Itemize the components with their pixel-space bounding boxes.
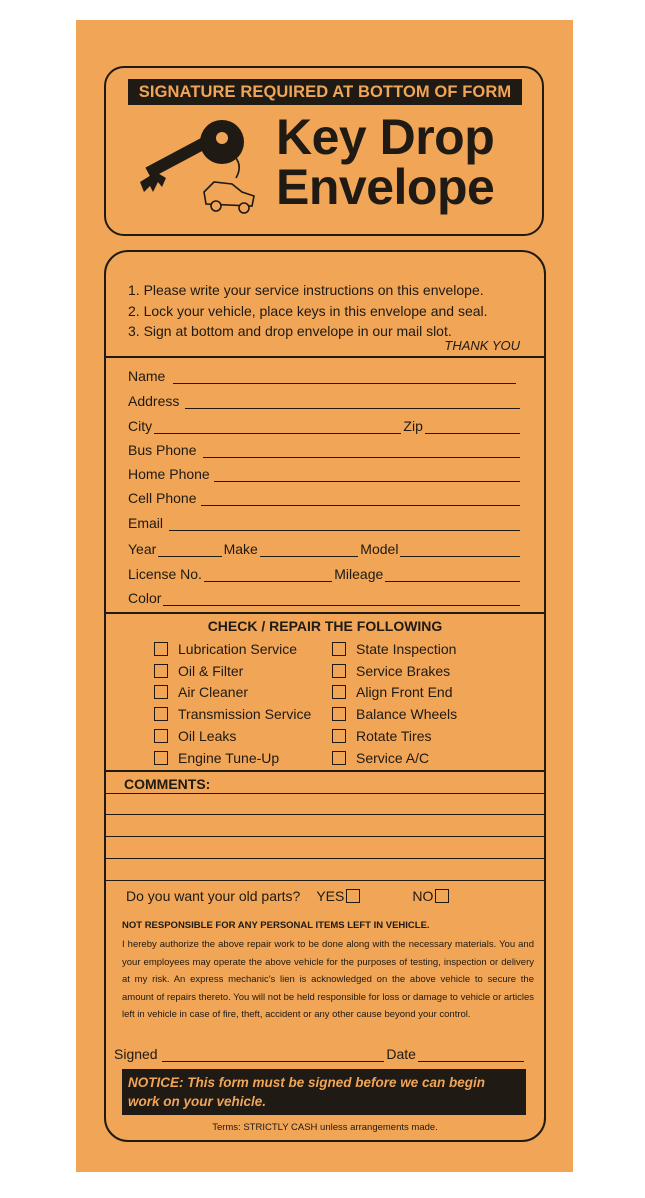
checklist-item[interactable] [154,682,311,704]
model-line[interactable] [400,543,520,557]
checkbox[interactable] [332,729,346,743]
model-label: Model [360,541,399,557]
title-line-1: Key Drop [276,109,495,165]
email-label: Email [128,515,164,531]
divider [106,612,544,614]
make-line[interactable] [260,543,358,557]
home-phone-label: Home Phone [128,466,210,482]
name-field[interactable] [128,364,522,384]
thank-you-text: THANK YOU [444,338,520,353]
comment-line[interactable] [106,836,544,837]
title-line-2: Envelope [276,159,495,215]
checkbox[interactable] [154,707,168,721]
name-label: Name [128,368,166,384]
checklist-item[interactable] [154,638,311,660]
zip-line[interactable] [425,420,520,434]
bus-phone-field[interactable] [128,438,522,458]
city-label: City [128,418,153,434]
license-label: License No. [128,566,202,582]
year-label: Year [128,541,157,557]
checklist-item[interactable] [332,747,457,769]
checklist-label: Oil & Filter [178,662,244,679]
cell-phone-label: Cell Phone [128,490,197,506]
checklist-label: Air Cleaner [178,684,249,701]
comment-line[interactable] [106,793,544,794]
checklist-item[interactable] [332,725,457,747]
checklist-title: CHECK / REPAIR THE FOLLOWING [207,618,443,634]
color-label: Color [128,590,162,606]
checkbox[interactable] [332,642,346,656]
date-line[interactable] [418,1048,524,1062]
liability-heading: NOT RESPONSIBLE FOR ANY PERSONAL ITEMS LEFT IN VEHICLE. [122,920,430,931]
year-line[interactable] [158,543,221,557]
bus-phone-label: Bus Phone [128,442,197,458]
license-mileage-field[interactable] [128,562,522,582]
no-label: NO [412,888,434,904]
notice-banner: NOTICE: This form must be signed before we can begin work on your vehicle. [122,1069,526,1115]
checklist-label: Lubrication Service [178,640,298,657]
license-line[interactable] [204,568,332,582]
signed-label: Signed [114,1046,158,1062]
home-phone-line[interactable] [214,468,520,482]
checklist-label: Transmission Service [178,706,312,723]
zip-label: Zip [403,418,423,434]
mileage-line[interactable] [385,568,520,582]
checklist-label: Align Front End [356,684,453,701]
vehicle-field[interactable] [128,537,522,557]
make-label: Make [223,541,258,557]
checklist-label: Service A/C [356,749,430,766]
terms-text: Terms: STRICTLY CASH unless arrangements made. [212,1122,438,1133]
address-line[interactable] [185,395,520,409]
checklist-label: Service Brakes [356,662,451,679]
home-phone-field[interactable] [128,462,522,482]
checkbox[interactable] [154,642,168,656]
address-label: Address [128,393,180,409]
checklist-label: Balance Wheels [356,706,458,723]
color-field[interactable] [128,586,522,606]
no-checkbox[interactable] [435,889,449,903]
instruction-step: 3. Sign at bottom and drop envelope in our mail slot. [128,323,452,339]
checklist-item[interactable] [332,682,457,704]
checklist-item[interactable] [332,703,457,725]
divider [106,770,544,772]
instruction-step: 2. Lock your vehicle, place keys in this envelope and seal. [128,302,488,319]
comment-line[interactable] [106,880,544,881]
divider [106,356,544,358]
authorization-text: I hereby authorize the above repair work to be done along with the necessary materials. You and your employees may operate the above vehicle for the purposes of testing, inspection or delivery at my risk. An express mechanic's lien is acknowledged on the above vehicle to secure the amount of repairs thereto. You will not be held responsible for loss or damage to vehicle or articles left in vehicle in case of fire, theft, accident or any other cause beyond your control. [122,939,534,1021]
checklist-right-column [332,638,457,769]
checkbox[interactable] [332,664,346,678]
email-field[interactable] [128,511,522,531]
checkbox[interactable] [154,664,168,678]
yes-checkbox[interactable] [346,889,360,903]
page-title [276,109,495,215]
instructions-list [128,280,488,342]
checklist-label: Engine Tune-Up [178,749,280,766]
checklist-item[interactable] [154,660,311,682]
color-line[interactable] [163,592,520,606]
cell-phone-field[interactable] [128,486,522,506]
signature-line[interactable] [162,1048,385,1062]
comment-line[interactable] [106,858,544,859]
checklist-item[interactable] [332,638,457,660]
mileage-label: Mileage [334,566,384,582]
date-label: Date [386,1046,416,1062]
checklist-item[interactable] [332,660,457,682]
checklist-item[interactable] [154,703,311,725]
checklist-left-column [154,638,311,769]
instruction-step: 1. Please write your service instructions on this envelope. [128,282,484,298]
checkbox[interactable] [332,707,346,721]
form-panel [104,250,546,1142]
key-drop-envelope [76,20,573,1172]
checkbox[interactable] [332,685,346,699]
city-zip-field[interactable] [128,414,522,434]
checklist-label: Rotate Tires [356,728,432,745]
comments-label: COMMENTS: [124,776,211,792]
bus-phone-line[interactable] [203,444,521,458]
checklist-label: Oil Leaks [178,728,237,745]
signature-row[interactable] [114,1042,526,1062]
address-field[interactable] [128,389,522,409]
yes-label: YES [316,888,345,904]
comment-line[interactable] [106,814,544,815]
checklist-label: State Inspection [356,640,457,657]
checkbox[interactable] [154,685,168,699]
key-with-car-keychain-icon [136,120,266,216]
checklist-item[interactable] [154,725,311,747]
cell-phone-line[interactable] [201,492,521,506]
city-line[interactable] [154,420,401,434]
signature-required-banner: SIGNATURE REQUIRED AT BOTTOM OF FORM [128,79,522,105]
old-parts-question [126,888,449,904]
email-line[interactable] [169,517,520,531]
checklist-item[interactable] [154,747,311,769]
checkbox[interactable] [332,751,346,765]
old-parts-label: Do you want your old parts? [126,888,301,904]
checkbox[interactable] [154,729,168,743]
checkbox[interactable] [154,751,168,765]
name-line[interactable] [173,370,516,384]
header-panel [104,66,544,236]
